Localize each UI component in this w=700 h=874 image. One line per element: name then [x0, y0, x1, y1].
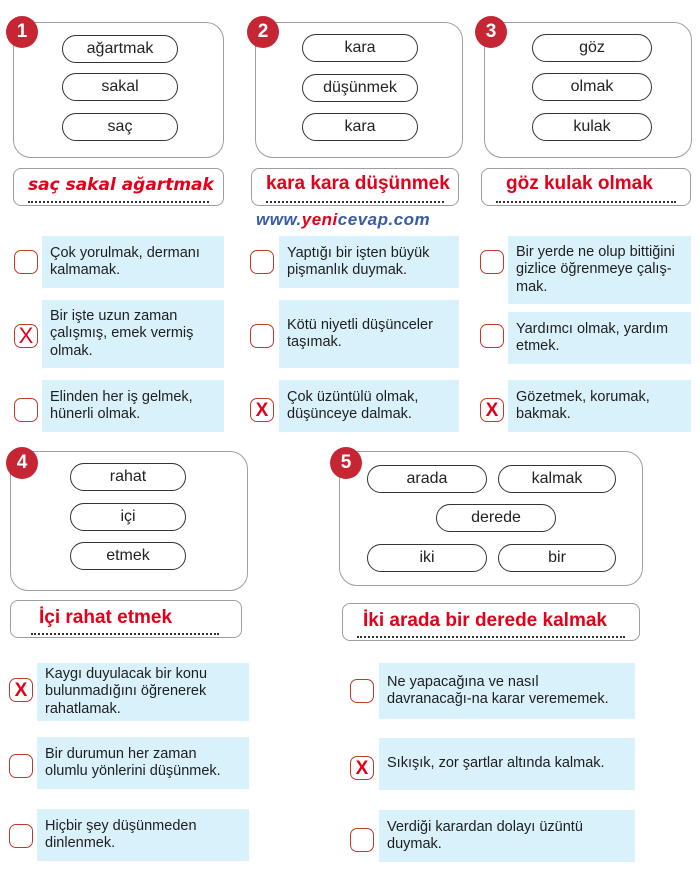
- answer-field-2[interactable]: [251, 168, 459, 206]
- option-checkbox[interactable]: [250, 250, 274, 274]
- dotted-line: [496, 201, 676, 203]
- option-card[interactable]: [379, 738, 635, 790]
- option-card[interactable]: [379, 663, 635, 719]
- dotted-line: [28, 201, 209, 203]
- answer-text: İki arada bir derede kalmak: [363, 610, 607, 631]
- option-text: Bir durumun her zaman olumlu yönlerini düşünmek.: [45, 745, 221, 779]
- check-mark: X: [255, 399, 269, 421]
- check-mark: X: [355, 757, 369, 779]
- answer-field-1[interactable]: [13, 168, 224, 206]
- word-pill: kara: [302, 34, 418, 62]
- word-pill: rahat: [70, 463, 186, 491]
- option-text: Elinden her iş gelmek, hünerli olmak.: [50, 388, 193, 422]
- section-number-badge-2: 2: [247, 16, 279, 48]
- option-text: Bir işte uzun zaman çalışmış, emek vermiş olmak.: [50, 307, 194, 359]
- word-pill: kalmak: [498, 465, 616, 493]
- check-mark: X: [18, 323, 34, 348]
- dotted-line: [31, 633, 219, 635]
- section-number-badge-5: 5: [330, 447, 362, 479]
- option-checkbox[interactable]: [14, 250, 38, 274]
- word-pill: iki: [367, 544, 487, 572]
- section-number-badge-4: 4: [6, 447, 38, 479]
- word-pill: kara: [302, 113, 418, 141]
- answer-text: göz kulak olmak: [506, 173, 653, 194]
- option-card[interactable]: [37, 737, 249, 789]
- option-card[interactable]: [42, 300, 224, 368]
- answer-field-5[interactable]: [342, 603, 640, 641]
- site-watermark: [256, 210, 430, 230]
- option-text: Sıkışık, zor şartlar altında kalmak.: [387, 755, 605, 772]
- word-pill: olmak: [532, 73, 652, 101]
- option-checkbox[interactable]: [350, 828, 374, 852]
- answer-text: kara kara düşünmek: [266, 173, 450, 194]
- answer-field-4[interactable]: [10, 600, 242, 638]
- check-mark: X: [485, 399, 499, 421]
- option-card[interactable]: [508, 312, 691, 364]
- option-checkbox[interactable]: [480, 398, 504, 422]
- option-card[interactable]: [37, 809, 249, 861]
- section-number-badge-3: 3: [475, 16, 507, 48]
- option-card[interactable]: [37, 663, 249, 721]
- option-checkbox[interactable]: [350, 756, 374, 780]
- answer-text: saç sakal ağartmak: [28, 175, 214, 195]
- option-card[interactable]: [379, 810, 635, 862]
- option-text: Kaygı duyulacak bir konu bulunmadığını öğrenerek rahatlamak.: [45, 665, 208, 717]
- option-card[interactable]: [279, 380, 459, 432]
- option-text: Gözetmek, korumak, bakmak.: [516, 388, 650, 422]
- word-pill: içi: [70, 503, 186, 531]
- option-text: Bir yerde ne olup bittiğini gizlice öğrenmeye çalış-mak.: [516, 243, 675, 295]
- watermark-prefix: www.: [256, 210, 302, 229]
- option-checkbox[interactable]: [250, 398, 274, 422]
- dotted-line: [266, 201, 444, 203]
- word-pill: saç: [62, 113, 178, 141]
- answer-field-3[interactable]: [481, 168, 691, 206]
- option-text: Verdiği karardan dolayı üzüntü duymak.: [387, 818, 583, 852]
- option-text: Yardımcı olmak, yardım etmek.: [516, 320, 669, 354]
- word-pill: arada: [367, 465, 487, 493]
- option-checkbox[interactable]: [250, 324, 274, 348]
- watermark-suffix: .com: [388, 210, 431, 229]
- option-card[interactable]: [508, 380, 691, 432]
- option-checkbox[interactable]: [480, 250, 504, 274]
- word-pill: sakal: [62, 73, 178, 101]
- word-pill: etmek: [70, 542, 186, 570]
- option-checkbox[interactable]: [9, 754, 33, 778]
- dotted-line: [357, 636, 625, 638]
- option-text: Hiçbir şey düşünmeden dinlenmek.: [45, 817, 197, 851]
- watermark-brand-b: cevap: [337, 210, 389, 229]
- option-card[interactable]: [279, 300, 459, 368]
- option-checkbox[interactable]: [14, 324, 38, 348]
- word-pill: derede: [436, 504, 556, 532]
- option-text: Çok yorulmak, dermanı kalmamak.: [50, 244, 200, 278]
- option-checkbox[interactable]: [350, 679, 374, 703]
- option-text: Ne yapacağına ve nasıl davranacağı-na karar verememek.: [387, 673, 609, 707]
- word-pill: kulak: [532, 113, 652, 141]
- option-checkbox[interactable]: [9, 678, 33, 702]
- option-checkbox[interactable]: [9, 824, 33, 848]
- option-card[interactable]: [42, 236, 224, 288]
- word-pill: ağartmak: [62, 35, 178, 63]
- option-text: Yaptığı bir işten büyük pişmanlık duymak.: [287, 244, 430, 278]
- option-text: Çok üzüntülü olmak, düşünceye dalmak.: [287, 388, 419, 422]
- word-pill: göz: [532, 34, 652, 62]
- option-checkbox[interactable]: [480, 324, 504, 348]
- option-checkbox[interactable]: [14, 398, 38, 422]
- check-mark: X: [14, 679, 28, 701]
- watermark-brand-a: yeni: [301, 210, 338, 229]
- option-card[interactable]: [508, 236, 691, 304]
- section-number-badge-1: 1: [6, 16, 38, 48]
- word-pill: bir: [498, 544, 616, 572]
- option-card[interactable]: [42, 380, 224, 432]
- word-pill: düşünmek: [302, 74, 418, 102]
- option-card[interactable]: [279, 236, 459, 288]
- option-text: Kötü niyetli düşünceler taşımak.: [287, 316, 433, 350]
- answer-text: İçi rahat etmek: [39, 607, 173, 628]
